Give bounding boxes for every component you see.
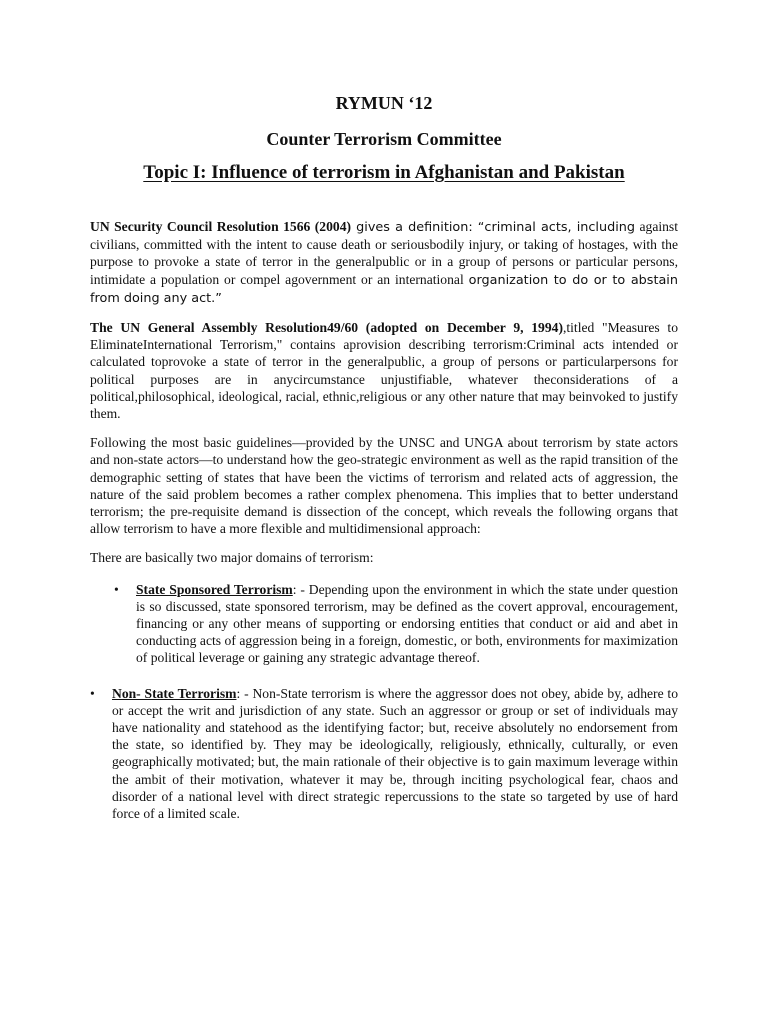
list-item-non-state [90, 685, 678, 823]
event-title: RYMUN ‘12 [335, 93, 433, 113]
topic-title: Topic I: Influence of terrorism in Afghanistan and Pakistan [143, 162, 625, 183]
unsc-resolution-ref: UN Security Council Resolution 1566 (2004) [90, 219, 352, 234]
list-item-state-sponsored [90, 581, 678, 667]
term-state-sponsored: State Sponsored Terrorism [136, 581, 293, 597]
unsc-definition-lead: gives a definition: “criminal acts, including [351, 220, 636, 235]
unga-resolution-body: ,titled "Measures to EliminateInternational Terrorism," contains aprovision describing terrorism:Criminal acts intended or calculated toprovoke a state of terror in the generalpublic, a group of persons or particularpersons for political purposes are in anycircumstance unjustifiable, whatever theconsiderations of a political,philosophical, ideological, racial, ethnic,religious or any other nature that may beinvoked to justify them. [90, 320, 678, 422]
definition-non-state: : - Non-State terrorism is where the aggressor does not obey, abide by, adhere to or accept the writ and jurisdiction of any state. Such an aggressor or group or set of individuals may have nationality and statehood as the identifying factor; but, receive absolutely no endorsement from the state, so identified by. They may be ideologically, religiously, ethnically, culturally, or even geographically motivated; but, the main rationale of their objective is to gain maximum leverage within the ambit of their motivation, whatever it may be, through inciting psychological fear, chaos and disorder of a national level with direct strategic repercussions to the state so targeted by use of hard force of a limited scale. [112, 685, 679, 822]
unsc-definition-body: against civilians, committed with the intent to cause death or seriousbodily injury, or taking of hostages, with the purpose to provoke a state of terror in the generalpublic or in a group of persons or particular persons, intimidate a population or compel agovernment or an international [90, 219, 678, 287]
term-non-state: Non- State Terrorism [112, 685, 237, 701]
paragraph-domains-intro: There are basically two major domains of terrorism: [90, 550, 374, 566]
paragraph-guidelines: Following the most basic guidelines—provided by the UNSC and UNGA about terrorism by state actors and non-state actors—to understand how the geo-strategic environment as well as the rapid transition of the demographic setting of states that have been the victims of terrorism and related acts of aggression, the nature of the said problem becomes a rather complex phenomena. This implies that to better understand terrorism; the pre-requisite demand is dissection of the concept, which reveals the following organs that allow terrorism to have a more flexible and multidimensional approach: [90, 435, 678, 537]
paragraph-unga-resolution [90, 319, 678, 422]
unsc-definition-tail: organization to do or to abstain from doing any act.” [90, 272, 678, 306]
committee-title: Counter Terrorism Committee [266, 129, 502, 149]
definition-state-sponsored: : - Depending upon the environment in which the state under question is so discussed, state sponsored terrorism, may be defined as the covert approval, encouragement, financing or any other means of supporting or endorsing entities that conduct or aid and abet in conducting acts of aggression being in a foreign, domestic, or both, environments for maximization of political leverage or gaining any strategic advantage thereof. [136, 581, 678, 666]
unga-resolution-ref: The UN General Assembly Resolution49/60 (adopted on December 9, 1994) [90, 320, 563, 336]
bullet-icon: • [114, 581, 119, 597]
bullet-icon: • [90, 685, 95, 701]
paragraph-unsc-definition [90, 218, 678, 307]
